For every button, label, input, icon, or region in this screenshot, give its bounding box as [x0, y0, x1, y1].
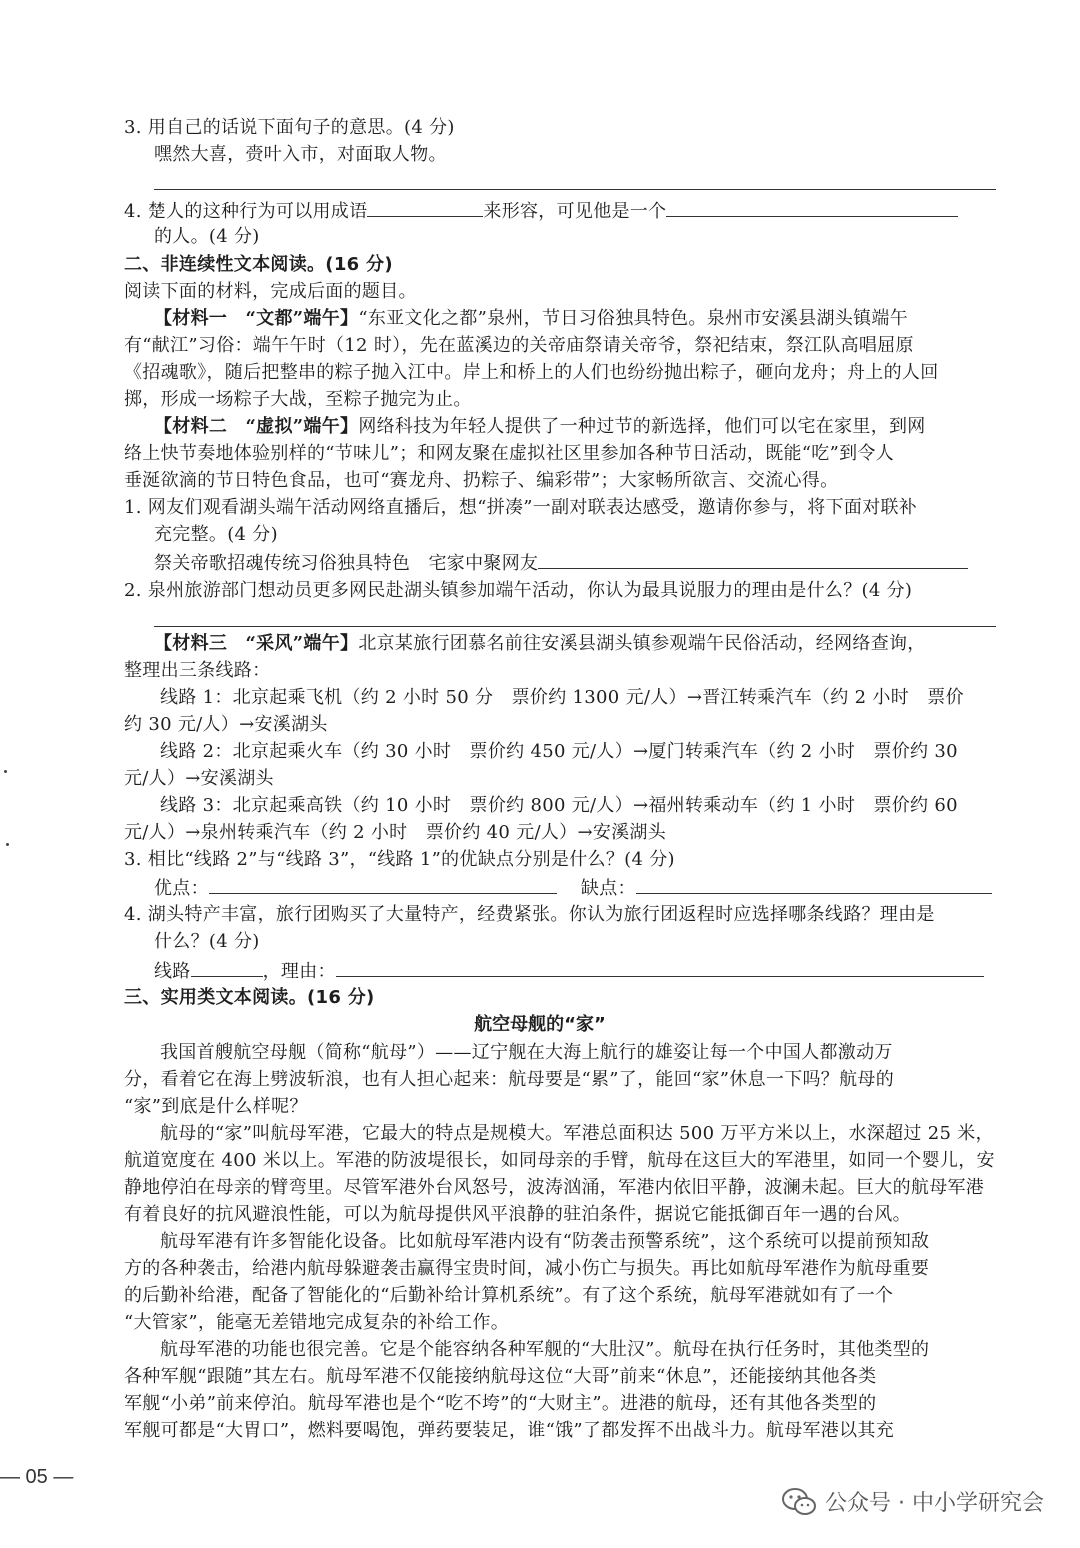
- p3-line2: 方的各种袭击，给港内航母躲避袭击赢得宝贵时间，减小伤亡与损失。再比如航母军港作为航母重要: [124, 1258, 930, 1279]
- s3-prompt: 3. 相比“线路 2”与“线路 3”，“线路 1”的优缺点分别是什么？(4 分): [124, 849, 675, 870]
- p3-line4: “大管家”，能毫无差错地完成复杂的补给工作。: [124, 1312, 510, 1333]
- pros-label: 优点：: [154, 878, 209, 899]
- wechat-icon: [781, 1487, 817, 1517]
- reason-label: ，理由：: [262, 961, 336, 982]
- section2-intro: 阅读下面的材料，完成后面的题目。: [124, 281, 417, 302]
- couplet-line: [154, 550, 968, 576]
- s4-line1: 4. 湖头特产丰富，旅行团购买了大量特产，经费紧张。你认为旅行团返程时应选择哪条线路？理由是: [124, 904, 935, 925]
- article-title: 航空母舰的“家”: [474, 1014, 606, 1035]
- material2-line3: 垂涎欲滴的节日特色食品，也可“赛龙舟、扔粽子、编彩带”；大家畅所欲言、交流心得。: [124, 470, 839, 491]
- route2-line1: 线路 2：北京起乘火车（约 30 小时 票价约 450 元/人）→厦门转乘汽车（约 2 小时 票价约 30: [160, 741, 958, 762]
- p2-line1: 航母的“家”叫航母军港，它最大的特点是规模大。军港总面积达 500 万平方米以上，水深超过 25 米，: [160, 1123, 994, 1144]
- cons-blank[interactable]: [636, 875, 992, 894]
- q4-idiom-blank[interactable]: [367, 198, 483, 217]
- p1-line1: 我国首艘航空母舰（简称“航母”）——辽宁舰在大海上航行的雄姿让每一个中国人都激动万: [160, 1042, 893, 1063]
- pros-blank[interactable]: [209, 875, 557, 894]
- watermark: [781, 1486, 1044, 1517]
- route3-line2: 元/人）→泉州转乘汽车（约 2 小时 票价约 40 元/人）→安溪湖头: [124, 822, 667, 843]
- p3-line1: 航母军港有许多智能化设备。比如航母军港内设有“防袭击预警系统”，这个系统可以提前预知敌: [160, 1231, 930, 1252]
- route1-line1: 线路 1：北京起乘飞机（约 2 小时 50 分 票价约 1300 元/人）→晋江转乘汽车（约 2 小时 票价: [160, 687, 964, 708]
- couplet-text: 祭关帝歌招魂传统习俗独具特色 宅家中聚网友: [154, 553, 539, 574]
- section2-heading: 二、非连续性文本阅读。(16 分): [124, 254, 393, 275]
- cons-label: 缺点：: [580, 878, 636, 899]
- material3-line2: 整理出三条线路：: [124, 660, 271, 681]
- route-label: 线路: [154, 961, 191, 982]
- material2-line1: 【材料二 “虚拟”端午】网络科技为年轻人提供了一种过节的新选择，他们可以宅在家里，到网: [154, 416, 926, 437]
- margin-speck: [6, 843, 9, 846]
- p4-line1: 航母军港的功能也很完善。它是个能容纳各种军舰的“大肚汉”。航母在执行任务时，其他类型的: [160, 1339, 930, 1360]
- s2-prompt: 2. 泉州旅游部门想动员更多网民赴湖头镇参加端午活动，你认为最具说服力的理由是什么？(4 分): [124, 580, 913, 601]
- p1-line2: 分，看着它在海上劈波斩浪，也有人担心起来：航母要是“累”了，能回“家”休息一下吗？航母的: [124, 1069, 895, 1090]
- section3-heading: 三、实用类文本阅读。(16 分): [124, 987, 375, 1008]
- material2-line2: 络上快节奏地体验别样的“节味儿”；和网友聚在虚拟社区里参加各种节日活动，既能“吃”到令人: [124, 443, 895, 464]
- route2-line2: 元/人）→安溪湖头: [124, 768, 274, 789]
- material2-label: 【材料二 “虚拟”端午】: [154, 416, 359, 437]
- q4-line2: 的人。(4 分): [154, 226, 260, 247]
- material3-line1: 【材料三 “采风”端午】北京某旅行团慕名前往安溪县湖头镇参观端午民俗活动，经网络查询，: [154, 633, 926, 654]
- q3-answer-line[interactable]: [154, 189, 996, 190]
- material1-line2: 有“献江”习俗：端午午时（12 时），先在蓝溪边的关帝庙祭请关帝爷，祭祀结束，祭江队高唱屈原: [124, 335, 914, 356]
- p3-line3: 的后勤补给港，配备了智能化的“后勤补给计算机系统”。有了这个系统，航母军港就如有了一个: [124, 1285, 894, 1306]
- material1-label: 【材料一 “文都”端午】: [154, 308, 359, 329]
- q4-part1: 4. 楚人的这种行为可以用成语: [124, 201, 368, 222]
- q3-prompt: 3. 用自己的话说下面句子的意思。(4 分): [124, 117, 455, 138]
- s1-line1: 1. 网友们观看湖头端午活动网络直播后，想“拼凑”一副对联表达感受，邀请你参与，将下面对联补: [124, 497, 918, 518]
- s3-answers: [154, 875, 992, 901]
- route-blank[interactable]: [191, 958, 263, 977]
- page-number: — 05 —: [0, 1466, 74, 1488]
- material3-label: 【材料三 “采风”端午】: [154, 633, 359, 654]
- p4-line4: 军舰可都是“大胃口”，燃料要喝饱，弹药要装足，谁“饿”了都发挥不出战斗力。航母军港以其充: [124, 1420, 895, 1441]
- q4-part2: 来形容，可见他是一个: [483, 201, 667, 222]
- s2-answer-line[interactable]: [154, 626, 996, 627]
- p4-line3: 军舰“小弟”前来停泊。航母军港也是个“吃不垮”的“大财主”。进港的航母，还有其他各类型的: [124, 1393, 877, 1414]
- watermark-text: 公众号 · 中小学研究会: [825, 1491, 1044, 1516]
- q3-quote: 嘿然大喜，赍叶入市，对面取人物。: [154, 144, 447, 165]
- margin-speck: [4, 770, 7, 773]
- s1-line2: 充完整。(4 分): [154, 524, 278, 545]
- material1-line3: 《招魂歌》，随后把整串的粽子抛入江中。岸上和桥上的人们也纷纷抛出粽子，砸向龙舟；舟上的人回: [124, 362, 939, 383]
- p2-line2: 航道宽度在 400 米以上。军港的防波堤很长，如同母亲的手臂，航母在这巨大的军港里，如同一个婴儿，安: [124, 1150, 995, 1171]
- route3-line1: 线路 3：北京起乘高铁（约 10 小时 票价约 800 元/人）→福州转乘动车（约 1 小时 票价约 60: [160, 795, 958, 816]
- q4-person-blank[interactable]: [666, 198, 958, 217]
- p2-line3: 静地停泊在母亲的臂弯里。尽管军港外台风怒号，波涛汹涌，军港内依旧平静，波澜未起。巨大的航母军港: [124, 1177, 985, 1198]
- p4-line2: 各种军舰“跟随”其左右。航母军港不仅能接纳航母这位“大哥”前来“休息”，还能接纳其他各类: [124, 1366, 877, 1387]
- material1-line1: 【材料一 “文都”端午】“东亚文化之都”泉州，节日习俗独具特色。泉州市安溪县湖头镇端午: [154, 308, 909, 329]
- route1-line2: 约 30 元/人）→安溪湖头: [124, 714, 328, 735]
- s4-answers: [154, 958, 984, 984]
- material1-line4: 掷，形成一场粽子大战，至粽子抛完为止。: [124, 389, 472, 410]
- p2-line4: 有着良好的抗风避浪性能，可以为航母提供风平浪静的驻泊条件，据说它能抵御百年一遇的台风。: [124, 1204, 911, 1225]
- q4-line1: [124, 198, 958, 224]
- reason-blank[interactable]: [336, 958, 984, 977]
- couplet-blank[interactable]: [538, 550, 968, 569]
- p1-line3: “家”到底是什么样呢？: [124, 1096, 308, 1117]
- s4-line2: 什么？(4 分): [154, 931, 260, 952]
